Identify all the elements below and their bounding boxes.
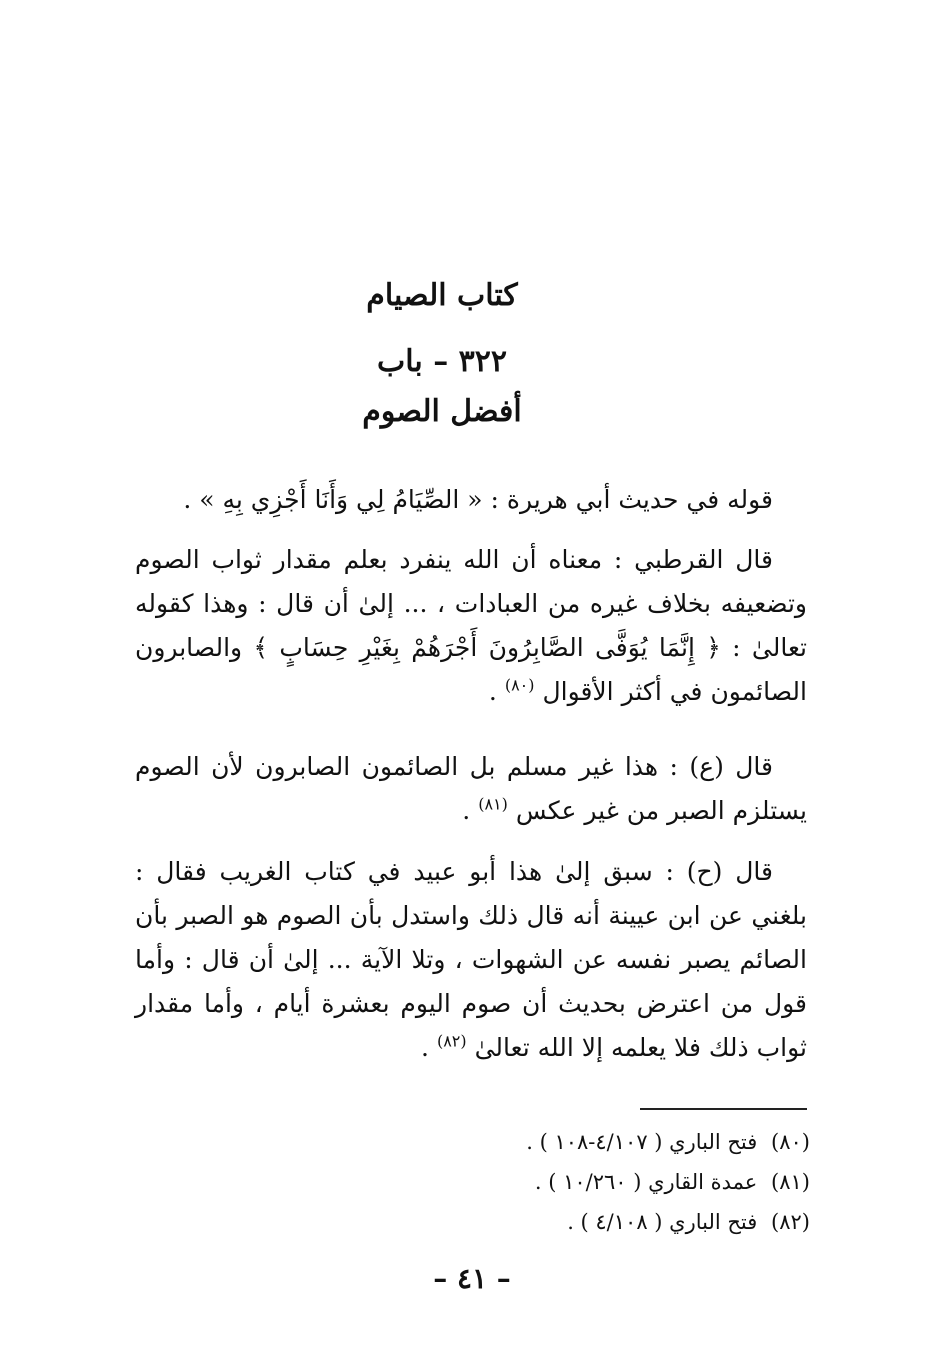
footnote-reference: (٨٠) [504, 675, 535, 695]
footnote-number: (٨٠) [771, 1130, 810, 1154]
paragraph-ayni [135, 745, 807, 833]
footnote-reference: (٨٢) [436, 1031, 467, 1051]
footnote-reference: (٨١) [478, 794, 508, 814]
footnote-item [310, 1122, 810, 1162]
paragraph-text: قال (ع) : هذا غير مسلم بل الصائمون الصابرون لأن الصوم يستلزم الصبر من غير عكس [135, 752, 807, 825]
footnote-divider [640, 1108, 807, 1110]
footnote-item [310, 1162, 810, 1202]
paragraph-end: . [421, 1033, 429, 1062]
book-title: كتاب الصيام [366, 278, 518, 313]
chapter-title: أفضل الصوم [362, 394, 522, 429]
footnote-text: عمدة القاري ( ١٠/٢٦٠ ) . [534, 1170, 758, 1194]
page-number: – ٤١ – [433, 1262, 511, 1295]
paragraph-hadith-quote [135, 478, 807, 522]
paragraph-text: قوله في حديث أبي هريرة : « الصِّيَامُ لِي وَأَنَا أَجْزِي بِهِ » . [183, 485, 773, 514]
paragraph-end: . [462, 796, 471, 825]
paragraph-end: . [488, 677, 497, 706]
paragraph-text: قال (ح) : سبق إلىٰ هذا أبو عبيد في كتاب الغريب فقال : بلغني عن ابن عيينة أنه قال ذلك واستدل بأن الصوم هو الصبر بأن الصائم يصبر نفسه عن الشهوات ، وتلا الآية ... إلىٰ أن قال : وأما قول من اعترض بحديث أن صوم اليوم بعشرة أيام ، وأما مقدار ثواب ذلك فلا يعلمه إلا الله تعالىٰ [135, 857, 807, 1062]
footnote-text: فتح الباري ( ٤/١٠٨ ) . [567, 1210, 758, 1234]
paragraph-text: قال القرطبي : معناه أن الله ينفرد بعلم مقدار ثواب الصوم وتضعيفه بخلاف غيره من العبادات ، ... إلىٰ أن قال : وهذا كقوله تعالىٰ : ﴿ إِنَّمَا يُوَفَّى الصَّابِرُونَ أَجْرَهُمْ بِغَيْرِ حِسَابٍ ﴾ والصابرون الصائمون في أكثر الأقوال [135, 545, 807, 706]
paragraph-hafiz [135, 850, 807, 1070]
footnote-item [310, 1202, 810, 1242]
paragraph-qurtubi [135, 538, 807, 714]
footnote-text: فتح الباري ( ٤/١٠٧-١٠٨ ) . [526, 1130, 758, 1154]
footnote-number: (٨١) [771, 1170, 810, 1194]
footnotes [310, 1122, 810, 1242]
footnote-number: (٨٢) [771, 1210, 810, 1234]
chapter-number: ٣٢٢ – باب [377, 344, 507, 379]
